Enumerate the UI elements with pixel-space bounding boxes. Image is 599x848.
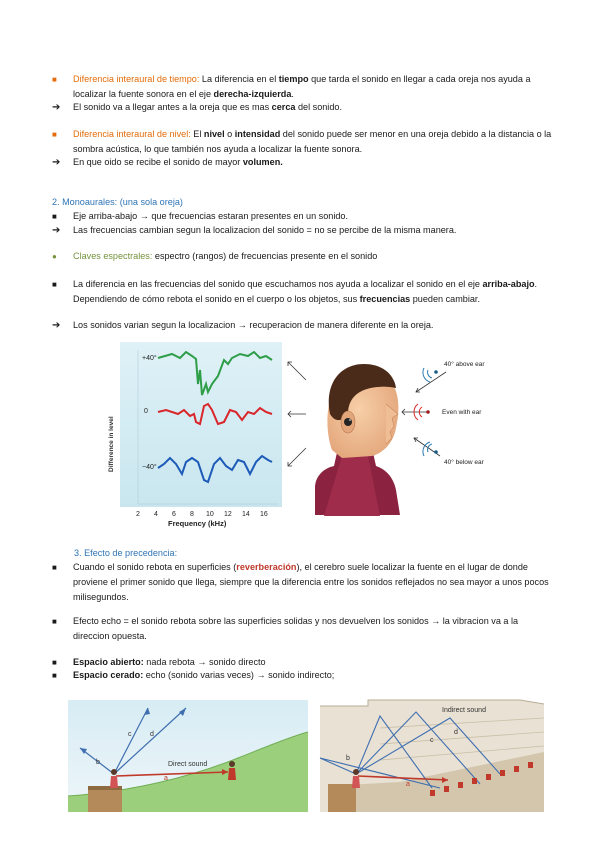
- text: El sonido va a llegar antes a la oreja que es mas: [73, 102, 272, 112]
- bullet-interaural-level: [52, 127, 552, 157]
- path-label-b: b: [96, 759, 100, 766]
- y-tick-label: 0: [144, 408, 148, 415]
- text: del sonido puede ser menor en una oreja debido a la distancia o la sombra acústica, lo que también nos ayuda a localizar la fuente sonora.: [73, 129, 552, 154]
- x-tick-label: 8: [190, 511, 194, 518]
- text: Efecto echo = el sonido rebota sobre las superficies solidas y nos devuelven los sonidos → la vibracion va a la direccion opuesta.: [73, 616, 519, 641]
- chart-panel: [120, 342, 282, 507]
- person-listener: [228, 761, 236, 780]
- y-axis-label: Difference in level: [108, 416, 115, 472]
- bullet-spectral-cues: [52, 249, 552, 264]
- text-bold: frecuencias: [359, 294, 411, 304]
- text: echo (sonido varias veces) → sonido indirecto;: [143, 670, 335, 680]
- x-tick-label: 10: [206, 511, 214, 518]
- y-tick-label: −40°: [142, 464, 157, 471]
- x-axis-label: Frequency (kHz): [168, 519, 227, 528]
- person-speaker: [352, 769, 360, 788]
- bullet-square-icon: ■: [52, 75, 57, 84]
- text: Eje arriba-abajo → que frecuencias estaran presentes en un sonido.: [73, 211, 349, 221]
- text-bold: nivel: [203, 129, 225, 139]
- arrow-item-closer: [52, 100, 552, 115]
- y-tick-label: +40°: [142, 355, 157, 362]
- text: Cuando el sonido rebota en superficies (: [73, 562, 237, 572]
- arrow-item-frequencies: [52, 223, 552, 238]
- text-bold: arriba-abajo: [482, 279, 535, 289]
- bullet-axis: [52, 209, 552, 224]
- term-label: Diferencia interaural de tiempo:: [73, 74, 200, 84]
- text: . Dependiendo de cómo rebota el sonido en el cuerpo o los objetos, sus: [73, 279, 538, 304]
- text-bold: derecha-izquierda: [213, 89, 292, 99]
- x-tick-label: 2: [136, 511, 140, 518]
- bullet-square-icon: ■: [52, 671, 57, 680]
- text: .: [291, 89, 294, 99]
- bullet-echo: [52, 614, 552, 644]
- figure-closed-space: [320, 698, 544, 812]
- text: ), el cerebro suele localizar la fuente en el lugar de donde proviene el primer sonido que llega, siempre que la diferencia entre los sonidos reflejados no sea mayor a unos pocos milisegundos.: [73, 562, 549, 602]
- x-tick-label: 6: [172, 511, 176, 518]
- arrow-right-icon: ➔: [52, 157, 61, 168]
- text-highlight: reverberación: [236, 562, 297, 572]
- person-speaker: [110, 769, 118, 788]
- bullet-square-icon: ■: [52, 617, 57, 626]
- arrow-item-volume: [52, 155, 552, 170]
- term-label: Espacio abierto:: [73, 657, 144, 667]
- arrow-right-icon: ➔: [52, 225, 61, 236]
- text: pueden cambiar.: [410, 294, 480, 304]
- arrow-right-icon: ➔: [52, 102, 61, 113]
- text: La diferencia en las frecuencias del sonido que escuchamos nos ayuda a localizar el sonido en el eje: [73, 279, 483, 289]
- text: Las frecuencias cambian segun la localizacion del sonido = no se percibe de la misma manera.: [73, 225, 457, 235]
- text: del sonido.: [295, 102, 342, 112]
- source-label: Even with ear: [442, 409, 482, 416]
- bullet-closed-space: [52, 668, 552, 683]
- bullet-square-icon: ■: [52, 212, 57, 221]
- bullet-square-icon: ■: [52, 280, 57, 289]
- text-bold: cerca: [271, 102, 296, 112]
- bullet-reverberation: [52, 560, 552, 605]
- bullet-square-icon: ■: [52, 658, 57, 667]
- x-tick-label: 12: [224, 511, 232, 518]
- text: o: [224, 129, 235, 139]
- bullet-square-icon: ■: [52, 130, 57, 139]
- term-label: Espacio cerado:: [73, 670, 144, 680]
- text: nada rebota → sonido directo: [143, 657, 266, 667]
- text: espectro (rangos) de frecuencias presente en el sonido: [152, 251, 378, 261]
- text: La diferencia en el: [199, 74, 279, 84]
- path-label-c: c: [128, 731, 132, 738]
- text: Los sonidos varian segun la localizacion → recuperacion de manera diferente en la oreja.: [73, 320, 434, 330]
- direct-sound-label: Direct sound: [168, 761, 208, 768]
- section-heading-monoaurales: 2. Monoaurales: (una sola oreja): [52, 197, 183, 207]
- path-label-c: c: [430, 737, 434, 744]
- text: En que oido se recibe el sonido de mayor: [73, 157, 243, 167]
- text-bold: volumen.: [242, 157, 283, 167]
- x-tick-label: 16: [260, 511, 268, 518]
- bullet-square-icon: ■: [52, 563, 57, 572]
- text-bold: tiempo: [278, 74, 309, 84]
- arrow-item-recovery: [52, 318, 552, 333]
- bullet-interaural-time: [52, 72, 552, 102]
- term-label: Claves espectrales:: [73, 251, 153, 261]
- path-label-d: d: [454, 729, 458, 736]
- term-label: Diferencia interaural de nivel:: [73, 129, 191, 139]
- section-heading-precedence: 3. Efecto de precedencia:: [74, 548, 178, 558]
- source-label: 40° below ear: [444, 459, 484, 466]
- text: que tarda el sonido en llegar a cada oreja nos ayuda a localizar la fuente sonora en el eje: [73, 74, 531, 99]
- x-tick-label: 4: [154, 511, 158, 518]
- figure-spectral-cues: [110, 340, 550, 530]
- source-label: 40° above ear: [444, 361, 485, 368]
- bullet-dot-icon: ●: [52, 252, 57, 261]
- path-label-a: a: [164, 775, 168, 782]
- indirect-sound-label: Indirect sound: [442, 707, 486, 714]
- bullet-frequency-difference: [52, 277, 552, 307]
- text: El: [190, 129, 204, 139]
- path-label-a: a: [406, 781, 410, 788]
- text-bold: intensidad: [234, 129, 281, 139]
- path-label-d: d: [150, 731, 154, 738]
- x-tick-label: 14: [242, 511, 250, 518]
- arrow-right-icon: ➔: [52, 320, 61, 331]
- path-label-b: b: [346, 755, 350, 762]
- figure-open-space: [68, 700, 308, 812]
